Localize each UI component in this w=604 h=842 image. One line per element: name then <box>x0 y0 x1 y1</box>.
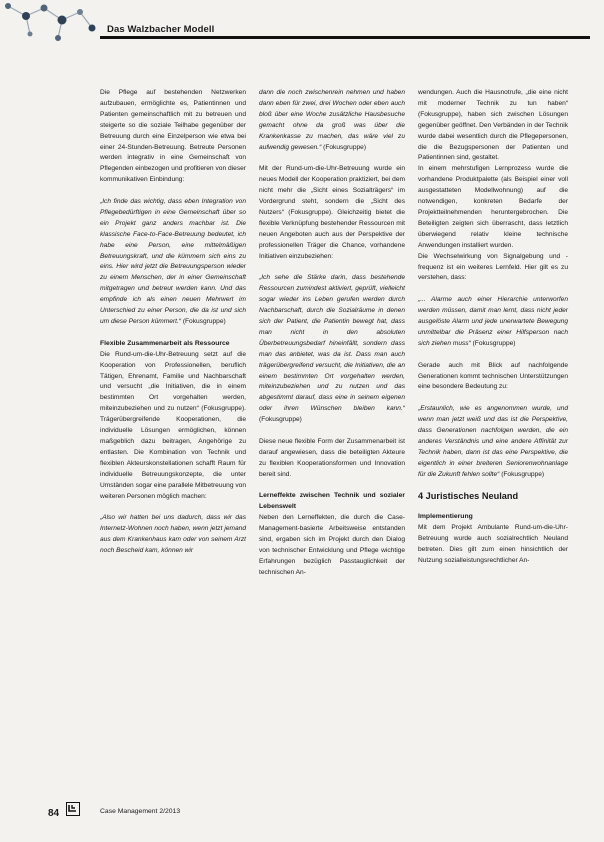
paragraph: Mit der Rund-um-die-Uhr-Betreuung wurde ein neues Modell der Kooperation praktiziert, bei dem nicht mehr die „Sicht eines Sozialträgers“ im Vordergrund steht, sondern die „Sicht des Nutzers“ (Fokusgruppe). Gleichzeitig bietet die flexible Verknüpfung bestehender Ressourcen mit neuen Angeboten auch aus der Perspektive der professionellen Träger die Chance, vorhandene Initiativen einzubeziehen: <box>259 165 405 260</box>
text-column-2 <box>259 88 405 579</box>
text-column-3 <box>418 88 568 567</box>
page-number: 84 <box>48 808 60 819</box>
subheading: Lerneffekte zwischen Technik und sozialer Lebenswelt <box>259 492 405 511</box>
quote-source: (Fokusgruppe) <box>321 143 367 151</box>
section-heading: 4 Juristisches Neuland <box>418 491 519 502</box>
paragraph: Die Pflege auf bestehenden Netzwerken aufzubauen, ermöglichte es, Patientinnen und Patienten gemeinschaftlich mit zu betreuen und steigerte so die soziale Teilhabe gegenüber der Betreuung durch eine Einzelperson wie etwa bei einer 24-Stunden-Betreuung. Betreute Personen werden integrativ in eine Gemeinschaft von Pflegenden einbezogen und profitieren von dieser kommunikativen Einbindung: <box>100 89 246 184</box>
paragraph: Die Wechselwirkung von Signalgebung und -frequenz ist ein weiteres Lernfeld. Hier gilt es zu verstehen, dass: <box>418 252 568 282</box>
quote-text: „Ich finde das wichtig, dass eben Integration von Pflegebedürftigen in eine Gemeinschaft über so ein Projekt ganz anders machbar ist. Die klassische Face-to-Face-Betreuung bedeutet, ich habe eine Person, eine mittelmäßigen Betreuungskraft, und die kümmern sich eins zu eins. Hier wird jetzt die Betreuungsperson wieder zu einem Menschen, der in einer Gemeinschaft mitgetragen und betreut werden kann. Und das empfinde ich als einen neuen Mehrwert im Unterschied zu einer Person, die da ist und sich um diese Person kümmert.“ <box>100 198 246 326</box>
magazine-logo-icon <box>66 802 80 816</box>
subheading: Flexible Zusammenarbeit als Ressource <box>100 339 230 347</box>
quote-source: (Fokusgruppe) <box>180 318 226 326</box>
paragraph: In einem mehrstufigen Lernprozess wurde die vorhandene Produktpalette (als Beispiel einer voll ausgestatteten Modellwohnung) auf die notwendigen, konkreten Bedarfe der Projektteilnehmenden heruntergebrochen. Die Beteiligten zeigten sich überrascht, dass letztlich überwiegend relativ kleine technische Anwendungen installiert wurden. <box>418 165 568 249</box>
quote-source: (Fokusgruppe) <box>499 470 545 478</box>
quote-source: (Fokusgruppe) <box>470 339 516 347</box>
paragraph: wendungen. Auch die Hausnotrufe, „die eine nicht mit moderner Technik zu tun haben“ (Fokusgruppe), haben sich zwischen Lösungen gegenüber geöffnet. Den Verbänden in der Technik wurde dabei wesentlich durch die Pflegepersonen, die die Bezugspersonen der Patienten und Patientinnen sind, gestaltet. <box>418 89 568 162</box>
page-footer <box>0 802 604 832</box>
molecule-graphic-icon <box>0 0 100 46</box>
page-header <box>0 0 604 46</box>
quote-text: dann die noch zwischenrein nehmen und haben dann eben für zwei, drei Wochen oder eben auch bloß über eine Woche zusätzliche Hausbesuche gemacht ohne da groß was über die Krankenkasse zu machen, das wäre viel zu aufwendig gewesen.“ <box>259 89 405 151</box>
paragraph: Die Rund-um-die-Uhr-Betreuung setzt auf die Kooperation von Professionellen, beruflich Tätigen, Ehrenamt, Familie und Nachbarschaft und versucht „die Initiativen, die in einem bestimmten Ort vorgehalten werden, miteinzubeziehen und zu nutzen“ (Fokusgruppe). Trägerübergreifende Kooperationen, die individuelle Lösungen ermöglichen, können maßgeblich dazu beitragen, Angehörige zu entlasten. Die Kombination von Technik und flexiblen Akteurskonstellationen schafft Raum für individuelle Betreuungskonzepte, die unter Umständen sogar eine parallele Mitbetreuung von weiteren Personen möglich machen: <box>100 350 246 500</box>
paragraph: Mit dem Projekt Ambulante Rund-um-die-Uhr-Betreuung wurde auch sozialrechtlich Neuland betreten. Dies gilt zum einen hinsichtlich der Nutzung sozialleistungsrechtlicher An- <box>418 524 568 564</box>
subheading: Implementierung <box>418 513 473 521</box>
quote-paragraph <box>259 88 405 153</box>
quote-paragraph <box>100 197 246 328</box>
paragraph: Diese neue flexible Form der Zusammenarbeit ist darauf angewiesen, dass die beteiligten Akteure zu flexiblen Kooperationsformen und Innovation bereit sind. <box>259 437 405 478</box>
quote-paragraph <box>259 273 405 426</box>
paragraph: Gerade auch mit Blick auf nachfolgende Generationen kommt technischen Unterstützungen eine besondere Bedeutung zu: <box>418 361 568 391</box>
quote-text: „Ich sehe die Stärke darin, dass bestehende Ressourcen zumindest aktiviert, geprüft, vielleicht sogar wieder ins Leben gerufen werden durch Nachbarschaft, durch die Sozialräume in denen sich der Patient, die Patientin bewegt hat, dass man nicht in den absoluten Überbetreuungsbedarf hineinfällt, sondern dass man das anbietet, was da ist. Dass man auch trägerübergreifend versucht, die Initiativen, die an einem bestimmten Ort vorgehalten werden, miteinzubeziehen und zu nutzen und das abgestimmt darauf, dass eine in seinem eigenen oder ihren Wünschen bleiben kann.“ <box>259 274 405 413</box>
running-header-title: Das Walzbacher Modell <box>107 24 215 35</box>
paragraph: Neben den Lerneffekten, die durch die Case-Management-basierte Arbeitsweise entstanden sind, ergaben sich im Projekt durch den Dialog von technischer Entwicklung und Pflege wichtige Erfahrungen bezüglich Passtauglichkeit der technischen An- <box>259 514 405 576</box>
header-rule <box>100 36 590 39</box>
quote-source: (Fokusgruppe) <box>259 416 302 424</box>
quote-paragraph <box>418 404 568 480</box>
quote-text: „Also wir hatten bei uns dadurch, dass wir das Internetz-Wohnen noch haben, wenn jetzt jemand aus dem Krankenhaus kam oder von seinem Arzt noch Bescheid kam, können wir <box>100 514 246 555</box>
quote-text: „... Alarme auch einer Hierarchie unterworfen werden müssen, damit man lernt, dass nicht jeder ausgelöste Alarm und jede unerwartete Bewegung unmittelbar die Präsenz einer Hilfsperson nach sich ziehen muss“ <box>418 296 568 347</box>
quote-text: „Erstaunlich, wie es angenommen wurde, und wenn man jetzt weiß und das ist die Perspektive, dass Generationen nachfolgen werden, die ein anderes Verständnis und eine andere Affinität zur Technik haben, dann ist das eine Perspektive, die eigentlich in einer breiteren Seniorenwohnanlage für die Zukunft fehlen sollte“ <box>418 405 568 478</box>
text-column-1 <box>100 88 246 557</box>
magazine-issue: Case Management 2/2013 <box>100 808 181 815</box>
quote-paragraph <box>418 295 568 350</box>
